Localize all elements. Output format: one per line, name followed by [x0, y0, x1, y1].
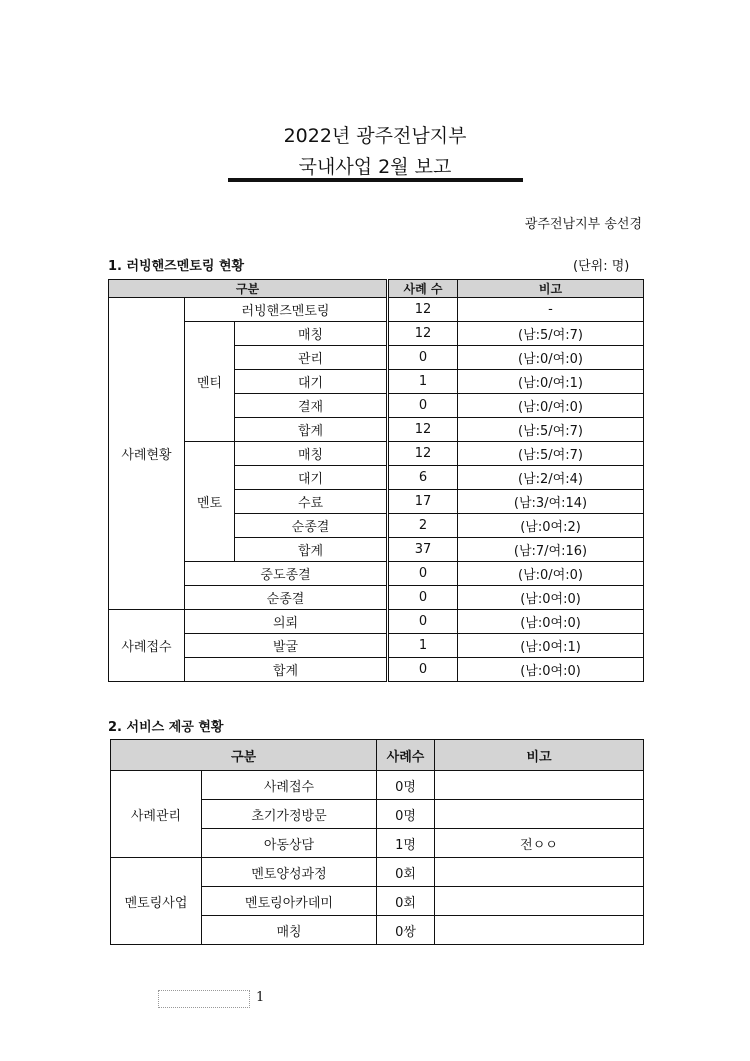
row-count: 0회: [377, 887, 435, 916]
row-label: 수료: [235, 490, 388, 514]
row-label: 매칭: [235, 322, 388, 346]
row-label: 합계: [235, 418, 388, 442]
row-note: (남:7/여:16): [458, 538, 644, 562]
group-label-mentoring: 멘토링사업: [111, 858, 202, 945]
row-count: 1: [388, 370, 458, 394]
report-author: 광주전남지부 송선경: [524, 217, 642, 232]
row-note: (남:0/여:1): [458, 370, 644, 394]
group-label-status: 사례현황: [109, 298, 185, 610]
row-note: (남:0여:0): [458, 658, 644, 682]
row-label: 중도종결: [185, 562, 388, 586]
row-count: 17: [388, 490, 458, 514]
mentoring-status-table: [108, 279, 644, 682]
header-category: 구분: [111, 740, 377, 771]
row-count: 2: [388, 514, 458, 538]
row-label: 순종결: [235, 514, 388, 538]
report-title-line1: 2022년 광주전남지부: [283, 125, 467, 147]
row-label: 초기가정방문: [202, 800, 377, 829]
row-count: 0명: [377, 800, 435, 829]
row-label: 매칭: [202, 916, 377, 945]
row-note: [435, 916, 644, 945]
row-note: (남:0여:1): [458, 634, 644, 658]
row-count: 12: [388, 298, 458, 322]
section1-heading: 1. 러빙핸즈멘토링 현황: [108, 259, 245, 274]
subgroup-label-mentor: 멘토: [185, 442, 235, 562]
header-count: 사례 수: [388, 280, 458, 298]
table-header-row: [109, 280, 644, 298]
row-note: (남:3/여:14): [458, 490, 644, 514]
row-label: 합계: [235, 538, 388, 562]
section2-heading: 2. 서비스 제공 현황: [108, 720, 224, 735]
row-note: (남:0/여:0): [458, 562, 644, 586]
page-number: 1: [256, 990, 265, 1005]
row-count: 1: [388, 634, 458, 658]
row-note: [435, 800, 644, 829]
row-label: 순종결: [185, 586, 388, 610]
row-count: 0: [388, 610, 458, 634]
footer-field-box: [158, 990, 250, 1008]
service-provision-table: [110, 739, 644, 945]
row-note: (남:5/여:7): [458, 322, 644, 346]
row-note: 전ㅇㅇ: [435, 829, 644, 858]
report-title-line2: 국내사업 2월 보고: [298, 156, 452, 178]
header-category: 구분: [109, 280, 388, 298]
subgroup-label-mentee: 멘티: [185, 322, 235, 442]
table-row: [109, 562, 644, 586]
row-count: 12: [388, 418, 458, 442]
header-count: 사례수: [377, 740, 435, 771]
group-label-case-management: 사례관리: [111, 771, 202, 858]
row-note: -: [458, 298, 644, 322]
row-count: 1명: [377, 829, 435, 858]
row-label: 러빙핸즈멘토링: [185, 298, 388, 322]
row-note: (남:0/여:0): [458, 394, 644, 418]
row-note: (남:0여:0): [458, 610, 644, 634]
row-note: (남:2/여:4): [458, 466, 644, 490]
row-count: 0: [388, 586, 458, 610]
row-note: [435, 887, 644, 916]
row-note: [435, 858, 644, 887]
row-label: 사례접수: [202, 771, 377, 800]
table-row: [109, 298, 644, 322]
row-count: 0: [388, 658, 458, 682]
row-label: 결재: [235, 394, 388, 418]
row-note: [435, 771, 644, 800]
table-row: [111, 771, 644, 800]
row-count: 0쌍: [377, 916, 435, 945]
row-label: 의뢰: [185, 610, 388, 634]
header-note: 비고: [458, 280, 644, 298]
table-row: [109, 442, 644, 466]
row-count: 37: [388, 538, 458, 562]
row-count: 12: [388, 442, 458, 466]
row-label: 합계: [185, 658, 388, 682]
row-count: 0: [388, 346, 458, 370]
row-note: (남:5/여:7): [458, 418, 644, 442]
table-row: [111, 858, 644, 887]
row-label: 멘토링아카데미: [202, 887, 377, 916]
title-underline: [228, 178, 523, 182]
row-note: (남:0여:2): [458, 514, 644, 538]
table-row: [109, 586, 644, 610]
row-count: 6: [388, 466, 458, 490]
row-label: 발굴: [185, 634, 388, 658]
row-label: 아동상담: [202, 829, 377, 858]
group-label-intake: 사례접수: [109, 610, 185, 682]
row-count: 12: [388, 322, 458, 346]
row-label: 관리: [235, 346, 388, 370]
row-note: (남:0/여:0): [458, 346, 644, 370]
table-row: [109, 610, 644, 634]
row-note: (남:5/여:7): [458, 442, 644, 466]
section1-unit: (단위: 명): [573, 259, 630, 274]
row-count: 0: [388, 394, 458, 418]
row-label: 멘토양성과정: [202, 858, 377, 887]
row-label: 대기: [235, 370, 388, 394]
row-count: 0명: [377, 771, 435, 800]
row-note: (남:0여:0): [458, 586, 644, 610]
header-note: 비고: [435, 740, 644, 771]
row-count: 0: [388, 562, 458, 586]
row-count: 0회: [377, 858, 435, 887]
table-row: [109, 322, 644, 346]
row-label: 대기: [235, 466, 388, 490]
row-label: 매칭: [235, 442, 388, 466]
table-header-row: [111, 740, 644, 771]
table-row: [109, 658, 644, 682]
table-row: [109, 634, 644, 658]
